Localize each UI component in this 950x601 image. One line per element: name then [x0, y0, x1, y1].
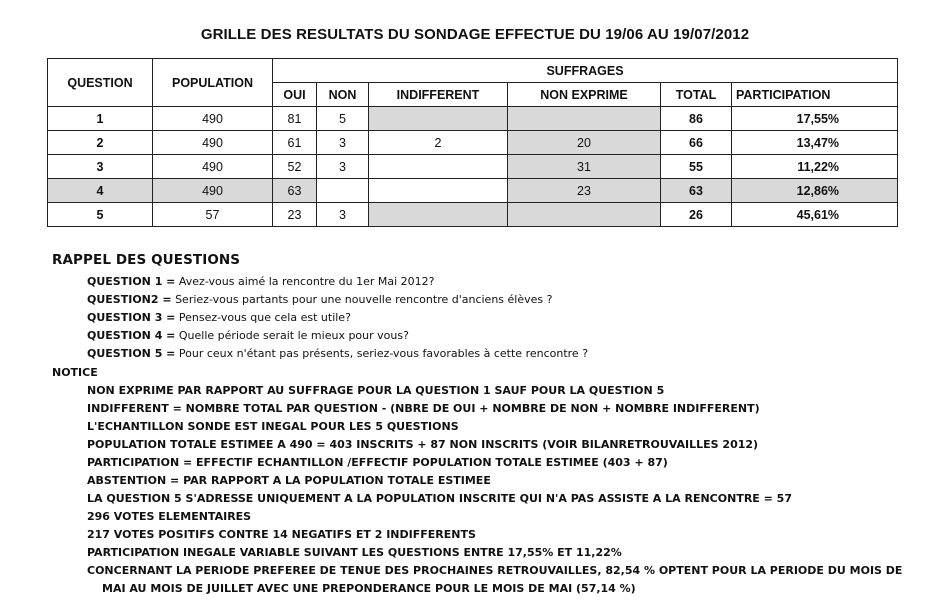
- question-line: [87, 273, 932, 291]
- notice-line: ABSTENTION = PAR RAPPORT A LA POPULATION TOTALE ESTIMEE: [87, 474, 491, 487]
- cell-indifferent: [369, 179, 508, 203]
- cell-non: [317, 179, 369, 203]
- header-indifferent: INDIFFERENT: [369, 83, 508, 107]
- cell-total: 86: [661, 107, 732, 131]
- page-title: GRILLE DES RESULTATS DU SONDAGE EFFECTUE DU 19/06 AU 19/07/2012: [200, 26, 750, 43]
- cell-non-exprime: 20: [508, 131, 661, 155]
- cell-total: 55: [661, 155, 732, 179]
- cell-non-exprime: [508, 107, 661, 131]
- notice-line: LA QUESTION 5 S'ADRESSE UNIQUEMENT A LA POPULATION INSCRITE QUI N'A PAS ASSISTE A LA RENCONTRE = 57: [87, 492, 792, 505]
- table-row: [48, 203, 898, 227]
- cell-question: 5: [48, 203, 153, 227]
- table-row: [48, 155, 898, 179]
- notice-line: NON EXPRIME PAR RAPPORT AU SUFFRAGE POUR LA QUESTION 1 SAUF POUR LA QUESTION 5: [87, 384, 665, 397]
- cell-indifferent: 2: [369, 131, 508, 155]
- question-text: Pour ceux n'étant pas présents, seriez-vous favorables à cette rencontre ?: [175, 347, 589, 360]
- cell-non: 3: [317, 155, 369, 179]
- table-row: [48, 107, 898, 131]
- cell-participation: 12,86%: [732, 179, 898, 203]
- cell-question: 4: [48, 179, 153, 203]
- question-line: [87, 327, 932, 345]
- cell-oui: 23: [273, 203, 317, 227]
- question-label: QUESTION 4 =: [87, 329, 176, 342]
- header-oui: OUI: [273, 83, 317, 107]
- cell-non-exprime: 31: [508, 155, 661, 179]
- rappel-title: RAPPEL DES QUESTIONS: [52, 252, 241, 268]
- question-text: Seriez-vous partants pour une nouvelle rencontre d'anciens élèves ?: [171, 293, 553, 306]
- cell-population: 490: [153, 155, 273, 179]
- question-label: QUESTION 1 =: [87, 275, 176, 288]
- notice-line-continued: MAI AU MOIS DE JUILLET AVEC UNE PREPONDERANCE POUR LE MOIS DE MAI (57,14 %): [102, 582, 636, 595]
- rappel-section: [52, 252, 932, 598]
- cell-population: 57: [153, 203, 273, 227]
- cell-non: 3: [317, 131, 369, 155]
- cell-indifferent: [369, 203, 508, 227]
- notice-line: INDIFFERENT = NOMBRE TOTAL PAR QUESTION - (NBRE DE OUI + NOMBRE DE NON + NOMBRE INDIFFERENT): [87, 402, 760, 415]
- cell-indifferent: [369, 107, 508, 131]
- notice-line: 296 VOTES ELEMENTAIRES: [87, 510, 252, 523]
- notice-line: PARTICIPATION INEGALE VARIABLE SUIVANT LES QUESTIONS ENTRE 17,55% ET 11,22%: [87, 546, 622, 559]
- question-label: QUESTION 3 =: [87, 311, 176, 324]
- header-suffrages: SUFFRAGES: [273, 59, 898, 83]
- notice-line: CONCERNANT LA PERIODE PREFEREE DE TENUE DES PROCHAINES RETROUVAILLES, 82,54 % OPTENT POUR LA PERIODE DU MOIS DE: [87, 564, 903, 577]
- cell-non-exprime: [508, 203, 661, 227]
- cell-participation: 11,22%: [732, 155, 898, 179]
- table-row: [48, 179, 898, 203]
- cell-non-exprime: 23: [508, 179, 661, 203]
- header-question: QUESTION: [48, 59, 153, 107]
- cell-total: 66: [661, 131, 732, 155]
- cell-total: 26: [661, 203, 732, 227]
- cell-participation: 17,55%: [732, 107, 898, 131]
- cell-participation: 45,61%: [732, 203, 898, 227]
- cell-population: 490: [153, 131, 273, 155]
- question-text: Avez-vous aimé la rencontre du 1er Mai 2012?: [175, 275, 435, 288]
- notice-line: POPULATION TOTALE ESTIMEE A 490 = 403 INSCRITS + 87 NON INSCRITS (VOIR BILANRETROUVAILLES 2012): [87, 438, 759, 451]
- cell-indifferent: [369, 155, 508, 179]
- cell-population: 490: [153, 107, 273, 131]
- cell-non: 5: [317, 107, 369, 131]
- question-line: [87, 309, 932, 327]
- notice-line: L'ECHANTILLON SONDE EST INEGAL POUR LES 5 QUESTIONS: [87, 420, 459, 433]
- question-text: Quelle période serait le mieux pour vous?: [175, 329, 409, 342]
- cell-oui: 61: [273, 131, 317, 155]
- question-line: [87, 291, 932, 309]
- header-non-exprime: NON EXPRIME: [508, 83, 661, 107]
- question-text: Pensez-vous que cela est utile?: [175, 311, 351, 324]
- question-line: [87, 345, 932, 363]
- cell-population: 490: [153, 179, 273, 203]
- question-label: QUESTION2 =: [87, 293, 172, 306]
- cell-participation: 13,47%: [732, 131, 898, 155]
- cell-oui: 81: [273, 107, 317, 131]
- cell-total: 63: [661, 179, 732, 203]
- notice-line: 217 VOTES POSITIFS CONTRE 14 NEGATIFS ET 2 INDIFFERENTS: [87, 528, 476, 541]
- notice-line: PARTICIPATION = EFFECTIF ECHANTILLON /EFFECTIF POPULATION TOTALE ESTIMEE (403 + 87): [87, 456, 668, 469]
- table-header-row: [48, 59, 898, 83]
- header-total: TOTAL: [661, 83, 732, 107]
- cell-question: 3: [48, 155, 153, 179]
- table-row: [48, 131, 898, 155]
- question-label: QUESTION 5 =: [87, 347, 176, 360]
- cell-oui: 52: [273, 155, 317, 179]
- header-population: POPULATION: [153, 59, 273, 107]
- cell-oui: 63: [273, 179, 317, 203]
- header-non: NON: [317, 83, 369, 107]
- cell-question: 1: [48, 107, 153, 131]
- cell-non: 3: [317, 203, 369, 227]
- header-participation: PARTICIPATION: [732, 83, 898, 107]
- notice-title: NOTICE: [52, 366, 98, 379]
- results-table: [47, 58, 898, 227]
- cell-question: 2: [48, 131, 153, 155]
